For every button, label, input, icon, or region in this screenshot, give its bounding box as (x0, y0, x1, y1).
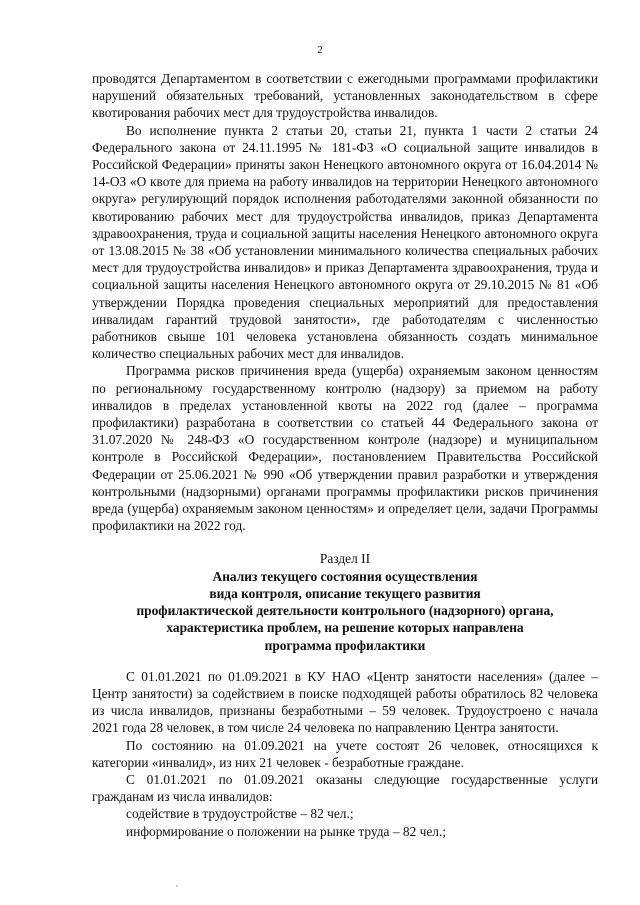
scan-speck (176, 885, 178, 887)
paragraph-registered: По состоянию на 01.09.2021 на учете состоят 26 человек, относящихся к категории «инвалид», из них 21 человек - безработные граждане. (92, 737, 598, 770)
paragraph-legal-basis: Во исполнение пункта 2 статьи 20, статьи 21, пункта 1 части 2 статьи 24 Федерального закона от 24.11.1995 № 181-ФЗ «О социальной защите инвалидов в Российской Федерации» приняты закон Ненецкого автономного округа от 16.04.2014 № 14-ОЗ «О квоте для приема на работу инвалидов на территории Ненецкого автономного округа» регулирующий порядок исполнения работодателями законной обязанности по квотированию рабочих мест для трудоустройства инвалидов, приказ Департамента здравоохранения, труда и социальной защиты населения Ненецкого автономного округа от 13.08.2015 № 38 «Об установлении минимального количества специальных рабочих мест для трудоустройства инвалидов» и приказ Департамента здравоохранения, труда и социальной защиты населения Ненецкого автономного округа от 29.10.2015 № 81 «Об утверждении Порядка проведения специальных мероприятий для предоставления инвалидам гарантий трудовой занятости», где работодателям с численностью работников свыше 101 человека установлена обязанность создать минимальное количество специальных рабочих мест для инвалидов. (92, 122, 598, 362)
section-heading-line: программа профилактики (264, 637, 426, 653)
paragraph-statistics: С 01.01.2021 по 01.09.2021 в КУ НАО «Центр занятости населения» (далее – Центр занятости) за содействием в поиске подходящей работы обратилось 82 человека из числа инвалидов, признаны безработными – 59 человек. Трудоустроено с начала 2021 года 28 человек, в том числе 24 человека по направлению Центра занятости. (92, 668, 598, 736)
paragraph-continuation: проводятся Департаментом в соответствии с ежегодными программами профилактики нарушений обязательных требований, установленных законодательством в сфере квотирования рабочих мест для трудоустройства инвалидов. (92, 71, 598, 121)
section-label: Раздел II (319, 551, 371, 567)
list-item: информирование о положении на рынке труда – 82 чел.; (126, 823, 447, 839)
section-heading-line: вида контроля, описание текущего развития (209, 585, 481, 601)
page-number: 2 (317, 44, 323, 56)
list-item: содействие в трудоустройстве – 82 чел.; (126, 806, 354, 822)
document-body (92, 70, 598, 840)
section-heading (92, 568, 598, 654)
section-heading-line: Анализ текущего состояния осуществления (212, 568, 478, 584)
section-heading-line: профилактической деятельности контрольного (надзорного) органа, (136, 603, 554, 619)
paragraph-program-description: Программа рисков причинения вреда (ущерба) охраняемым законом ценностям по региональному государственному контролю (надзору) за приемом на работу инвалидов в пределах установленной квоты на 2022 год (далее – программа профилактики) разработана в соответствии со статьей 44 Федерального закона от 31.07.2020 № 248-ФЗ «О государственном контроле (надзоре) и муниципальном контроле в Российской Федерации», постановлением Правительства Российской Федерации от 25.06.2021 № 990 «Об утверждении правил разработки и утверждения контрольными (надзорными) органами программы профилактики рисков причинения вреда (ущерба) охраняемым законом ценностям» и определяет цели, задачи Программы профилактики на 2022 год. (92, 363, 598, 534)
section-heading-line: характеристика проблем, на решение которых направлена (166, 620, 524, 636)
paragraph-services: С 01.01.2021 по 01.09.2021 оказаны следующие государственные услуги гражданам из числа инвалидов: (92, 771, 598, 805)
